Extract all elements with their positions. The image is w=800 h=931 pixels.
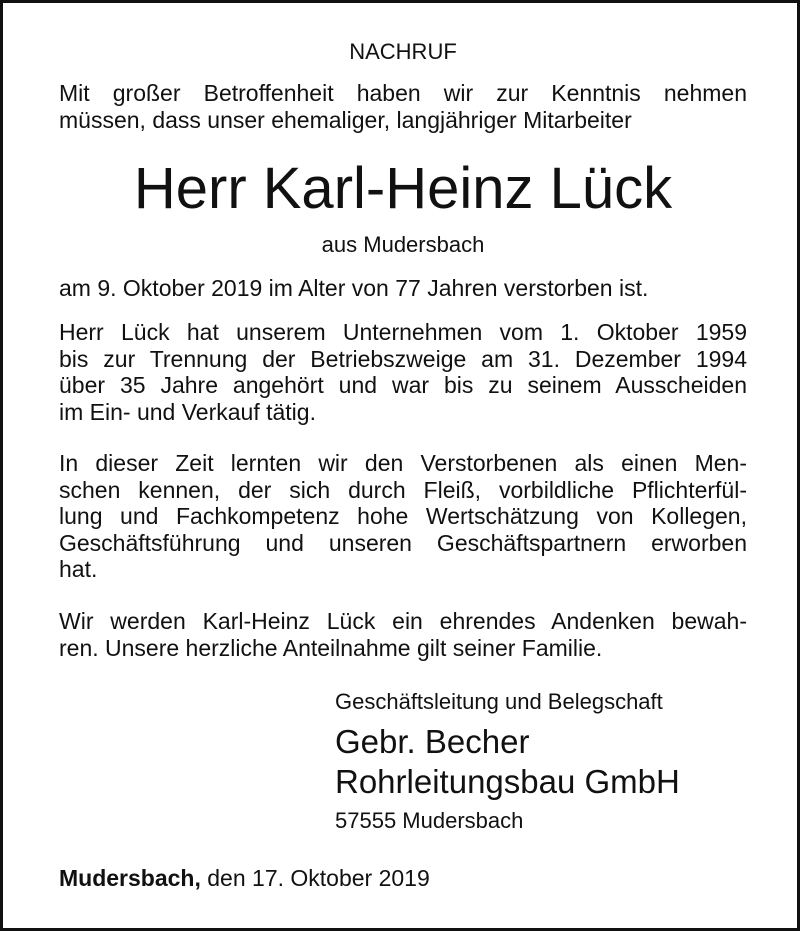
intro-line: Mit großer Betroffenheit haben wir zur Kenntnis nehmen xyxy=(59,80,747,106)
death-paragraph xyxy=(59,275,747,302)
dateline xyxy=(59,864,430,892)
tribute-line: In dieser Zeit lernten wir den Verstorbenen als einen Men- xyxy=(59,450,747,476)
tribute-line: schen kennen, der sich durch Fleiß, vorbildliche Pflichterfül- xyxy=(59,476,747,503)
closing-paragraph xyxy=(59,608,747,661)
career-line: über 35 Jahre angehört und war bis zu seinem Ausscheiden xyxy=(59,372,747,398)
tribute-line: Geschäftsführung und unseren Geschäftspartnern erworben xyxy=(59,529,747,556)
company-name-line1: Gebr. Becher xyxy=(335,723,530,760)
career-line: Herr Lück hat unserem Unternehmen vom 1. Oktober 1959 xyxy=(59,319,747,345)
company-name-line2: Rohrleitungsbau GmbH xyxy=(335,763,680,800)
career-paragraph xyxy=(59,319,747,425)
deceased-origin: aus Mudersbach xyxy=(321,232,485,257)
dateline-date: den 17. Oktober 2019 xyxy=(200,865,430,891)
notice-heading: NACHRUF xyxy=(349,39,457,64)
deceased-name: Herr Karl-Heinz Lück xyxy=(133,156,673,221)
signature-group: Geschäftsleitung und Belegschaft xyxy=(335,689,663,714)
closing-line: ren. Unsere herzliche Anteilnahme gilt seiner Familie. xyxy=(59,634,603,661)
career-line: bis zur Trennung der Betriebszweige am 31. Dezember 1994 xyxy=(59,345,747,372)
closing-line: Wir werden Karl-Heinz Lück ein ehrendes Andenken bewah- xyxy=(59,608,747,634)
intro-line: müssen, dass unser ehemaliger, langjähriger Mitarbeiter xyxy=(59,106,632,133)
death-line: am 9. Oktober 2019 im Alter von 77 Jahren verstorben ist. xyxy=(59,275,649,301)
dateline-place: Mudersbach, xyxy=(59,865,201,891)
company-address: 57555 Mudersbach xyxy=(335,808,524,833)
intro-paragraph xyxy=(59,80,747,133)
tribute-paragraph xyxy=(59,450,747,583)
tribute-line: lung und Fachkompetenz hohe Wertschätzung von Kollegen, xyxy=(59,503,747,529)
tribute-line: hat. xyxy=(59,556,98,582)
career-line: im Ein- und Verkauf tätig. xyxy=(59,398,316,425)
